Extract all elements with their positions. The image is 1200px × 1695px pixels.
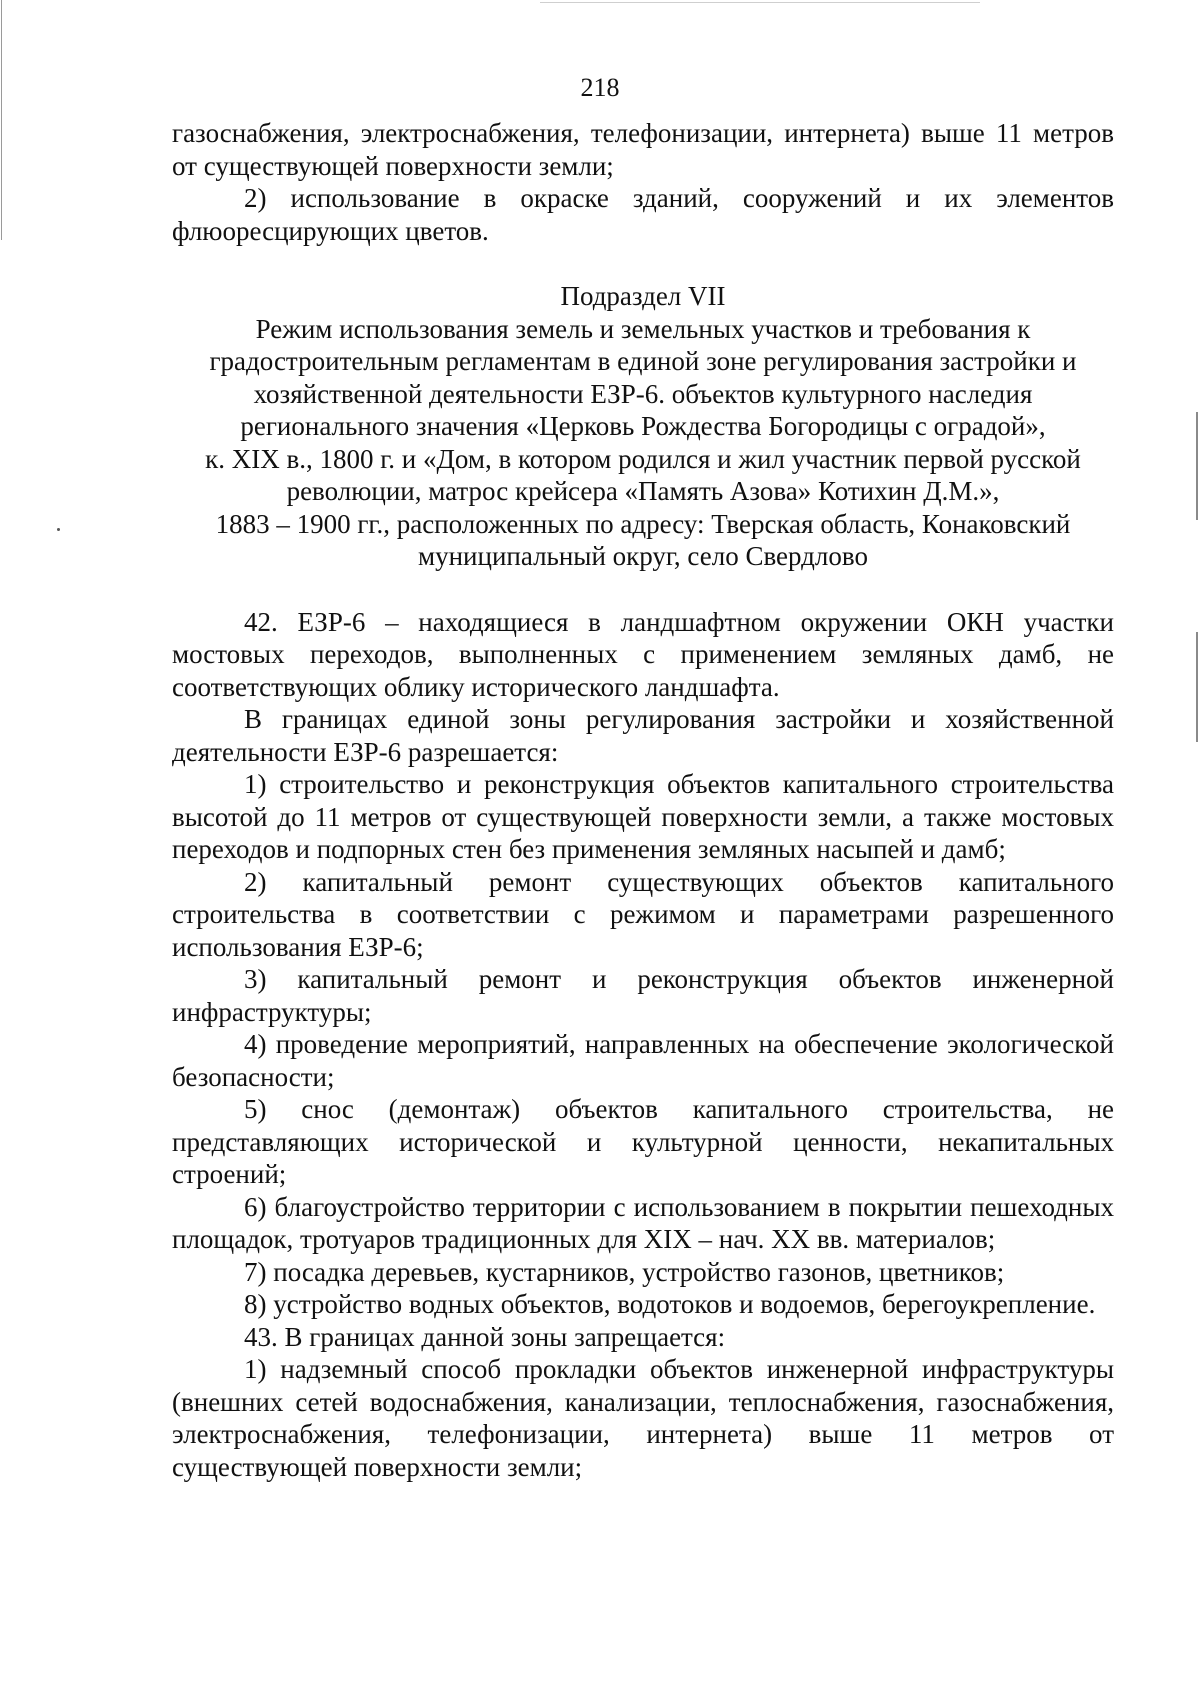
paragraph-continuation: газоснабжения, электроснабжения, телефонизации, интернета) выше 11 метров от существующей поверхности земли;	[172, 118, 1114, 181]
list-item: 2) использование в окраске зданий, сооружений и их элементов флюоресцирующих цветов.	[172, 183, 1114, 246]
allowed-item: 4) проведение мероприятий, направленных на обеспечение экологической безопасности;	[172, 1029, 1114, 1092]
scan-speck	[57, 528, 60, 531]
document-text	[172, 117, 1114, 1483]
page-number: 218	[580, 73, 620, 102]
allowed-item: 3) капитальный ремонт и реконструкция объектов инженерной инфраструктуры;	[172, 964, 1114, 1027]
allowed-item: 5) снос (демонтаж) объектов капитального строительства, не представляющих исторической и культурной ценности, некапитальных строений;	[172, 1094, 1114, 1189]
scan-edge-right	[1196, 632, 1198, 742]
allowed-item: 7) посадка деревьев, кустарников, устройство газонов, цветников;	[244, 1256, 1005, 1287]
subsection-heading	[172, 280, 1114, 573]
paragraph-42: 42. ЕЗР-6 – находящиеся в ландшафтном окружении ОКН участки мостовых переходов, выполненных с применением земляных дамб, не соответствующих облику исторического ландшафта.	[172, 606, 1114, 702]
allowed-item: 2) капитальный ремонт существующих объектов капитального строительства в соответствии с режимом и параметрами разрешенного использования ЕЗР-6;	[172, 866, 1114, 962]
subsection-heading-line: муниципальный округ, село Свердлово	[418, 541, 868, 571]
subsection-heading-line: регионального значения «Церковь Рождества Богородицы с оградой»,	[240, 411, 1046, 441]
subsection-heading-line: 1883 – 1900 гг., расположенных по адресу: Тверская область, Конаковский	[215, 508, 1071, 539]
paragraph-43: 43. В границах данной зоны запрещается:	[244, 1321, 726, 1352]
allowed-intro: В границах единой зоны регулирования застройки и хозяйственной деятельности ЕЗР-6 разрешается:	[172, 704, 1114, 767]
subsection-title: Подраздел VII	[560, 281, 726, 311]
subsection-heading-line: к. XIX в., 1800 г. и «Дом, в котором родился и жил участник первой русской	[205, 443, 1081, 474]
allowed-item: 1) строительство и реконструкция объектов капитального строительства высотой до 11 метров от существующей поверхности земли, а также мостовых переходов и подпорных стен без применения земляных насыпей и дамб;	[172, 769, 1114, 864]
scan-edge-right	[1196, 412, 1198, 520]
allowed-item: 8) устройство водных объектов, водотоков и водоемов, берегоукрепление.	[244, 1289, 1096, 1319]
scan-edge-top	[540, 2, 980, 3]
forbidden-item: 1) надземный способ прокладки объектов инженерной инфраструктуры (внешних сетей водоснабжения, канализации, теплоснабжения, газоснабжения, электроснабжения, телефонизации, интернета) выше 11 метров от существующей поверхности земли;	[172, 1354, 1114, 1482]
scan-edge-left	[1, 0, 2, 240]
allowed-item: 6) благоустройство территории с использованием в покрытии пешеходных площадок, тротуаров традиционных для XIX – нач. XX вв. материалов;	[172, 1191, 1114, 1254]
subsection-heading-line: хозяйственной деятельности ЕЗР-6. объектов культурного наследия	[253, 378, 1033, 409]
subsection-heading-line: Режим использования земель и земельных участков и требования к	[255, 313, 1031, 344]
subsection-heading-line: революции, матрос крейсера «Память Азова» Котихин Д.М.»,	[286, 476, 1000, 506]
subsection-heading-line: градостроительным регламентам в единой зоне регулирования застройки и	[209, 346, 1077, 376]
